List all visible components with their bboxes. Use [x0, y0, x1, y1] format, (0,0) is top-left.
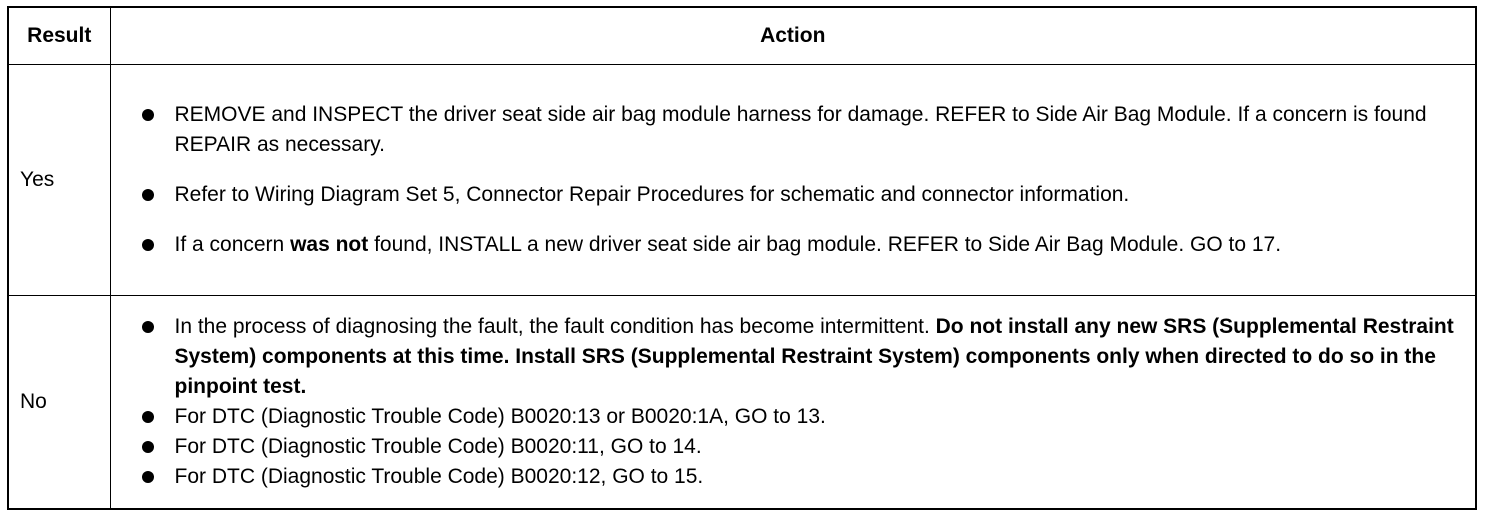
action-item-text-bold: Do not install any new SRS (Supplemental Restraint System) components at this time. Install SRS (Supplemental Restraint System) components only when directed to do so in the pinpoint test. — [174, 315, 1454, 399]
action-item-text-0: For DTC (Diagnostic Trouble Code) B0020:12, GO to 15. — [174, 465, 704, 489]
action-list — [141, 312, 1462, 492]
action-item — [141, 402, 1462, 432]
bullet-icon — [142, 239, 154, 251]
table-row-no — [9, 296, 1475, 509]
action-cell-no — [110, 296, 1475, 509]
action-item-text-bold: was not — [290, 233, 369, 256]
action-item — [141, 180, 1462, 210]
result-cell-yes: Yes — [9, 65, 110, 296]
result-action-table — [9, 8, 1475, 509]
bullet-icon — [142, 189, 154, 201]
table-header-row — [9, 8, 1475, 65]
action-item — [141, 432, 1462, 462]
action-item — [141, 100, 1462, 160]
result-action-table-frame — [7, 6, 1477, 510]
action-item-text-2: found, INSTALL a new driver seat side air bag module. REFER to Side Air Bag Module. GO to 17. — [368, 233, 1282, 256]
action-item-text-0: In the process of diagnosing the fault, the fault condition has become intermittent. — [174, 315, 936, 339]
action-item — [141, 462, 1462, 492]
header-result: Result — [9, 8, 110, 65]
table-row-yes — [9, 65, 1475, 296]
action-cell-yes — [110, 65, 1475, 296]
action-item-text-0: REMOVE and INSPECT the driver seat side air bag module harness for damage. REFER to Side Air Bag Module. If a concern is found REPAIR as necessary. — [174, 103, 1427, 156]
action-item-text-0: Refer to Wiring Diagram Set 5, Connector Repair Procedures for schematic and connector information. — [174, 183, 1130, 206]
header-action: Action — [110, 8, 1475, 65]
bullet-icon — [142, 321, 154, 333]
action-item — [141, 230, 1462, 260]
action-item-text-0: For DTC (Diagnostic Trouble Code) B0020:13 or B0020:1A, GO to 13. — [174, 405, 826, 429]
action-item-text-0: If a concern — [174, 233, 291, 256]
bullet-icon — [142, 411, 154, 423]
result-cell-no: No — [9, 296, 110, 509]
bullet-icon — [142, 441, 154, 453]
action-list — [141, 100, 1462, 260]
bullet-icon — [142, 109, 154, 121]
action-item-text-0: For DTC (Diagnostic Trouble Code) B0020:11, GO to 14. — [174, 435, 702, 459]
bullet-icon — [142, 471, 154, 483]
action-item — [141, 312, 1462, 402]
